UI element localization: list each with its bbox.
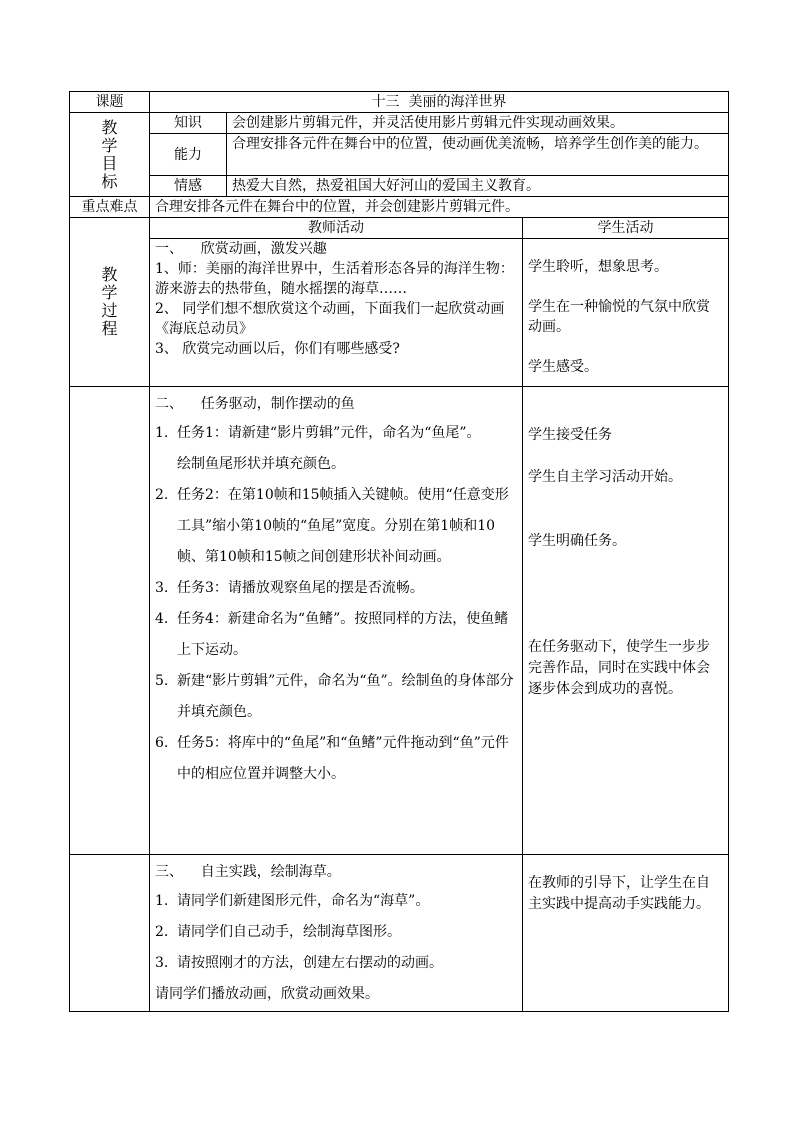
process-label-cell (70, 218, 150, 387)
section-1-student-2: 学生在一种愉悦的气氛中欣赏动画。 (528, 299, 710, 335)
section-1-line-3: 3、 欣赏完动画以后，你们有哪些感受? (155, 341, 400, 357)
section-2-row (70, 387, 729, 855)
goal-text-knowledge: 会创建影片剪辑元件，并灵活使用影片剪辑元件实现动画效果。 (227, 113, 729, 134)
list-item: 2. 请同学们自己动手，绘制海草图形。 (155, 924, 401, 940)
topic-row (70, 92, 729, 113)
section-1-student-3: 学生感受。 (528, 359, 598, 375)
process-label: 教学过程 (101, 265, 118, 338)
section-3-closing: 请同学们播放动画，欣赏动画效果。 (155, 986, 379, 1002)
section-1-teacher (150, 239, 523, 387)
section-3-empty-cell (70, 855, 150, 1012)
section-1-row (70, 239, 729, 387)
section-2-student-4: 在任务驱动下，使学生一步步完善作品，同时在实践中体会逐步体会到成功的喜悦。 (528, 639, 710, 697)
list-item: 1. 任务1：请新建“影片剪辑”元件，命名为“鱼尾”。 (155, 425, 481, 441)
section-3-row (70, 855, 729, 1012)
section-3-heading: 三、 自主实践，绘制海草。 (155, 864, 341, 880)
goal-row-knowledge (70, 113, 729, 134)
section-1-heading: 一、 欣赏动画，激发兴趣 (155, 241, 327, 257)
activity-header-row (70, 218, 729, 239)
list-item: 2. 任务2：在第10帧和15帧插入关键帧。使用“任意变形工具”缩小第10帧的“鱼尾”宽度。分别在第1帧和10帧、第10帧和15帧之间创建形状补间动画。 (155, 487, 509, 565)
list-item: 4. 任务4：新建命名为“鱼鳍”。按照同样的方法，使鱼鳍上下运动。 (155, 611, 509, 658)
keypoints-row (70, 197, 729, 218)
section-1-line-2: 2、 同学们想不想欣赏这个动画，下面我们一起欣赏动画《海底总动员》 (155, 301, 505, 337)
goal-label-emotion: 情感 (150, 176, 227, 197)
section-1-student-1: 学生聆听，想象思考。 (528, 259, 668, 275)
goals-label-cell (70, 113, 150, 197)
section-2-student-2: 学生自主学习活动开始。 (528, 469, 682, 485)
section-2-student-1: 学生接受任务 (528, 427, 612, 443)
section-1-line-1: 1、师：美丽的海洋世界中，生活着形态各异的海洋生物：游来游去的热带鱼，随水摇摆的海草…… (155, 261, 514, 297)
list-item: 绘制鱼尾形状并填充颜色。 (177, 456, 345, 472)
list-item: 6. 任务5：将库中的“鱼尾”和“鱼鳍”元件拖动到“鱼”元件中的相应位置并调整大小。 (155, 735, 509, 782)
goal-label-ability: 能力 (150, 134, 227, 176)
section-2-heading: 二、 任务驱动，制作摆动的鱼 (155, 396, 355, 412)
goals-label: 教学目标 (101, 117, 118, 191)
section-2-student (523, 387, 729, 855)
student-activity-header: 学生活动 (523, 218, 729, 239)
topic-title: 十三 美丽的海洋世界 (150, 92, 729, 113)
section-2-student-3: 学生明确任务。 (528, 533, 626, 549)
goal-text-ability: 合理安排各元件在舞台中的位置，使动画优美流畅，培养学生创作美的能力。 (227, 134, 729, 176)
goal-row-ability (70, 134, 729, 176)
section-1-student (523, 239, 729, 387)
section-3-student-1: 在教师的引导下，让学生在自主实践中提高动手实践能力。 (528, 875, 710, 912)
topic-label: 课题 (70, 92, 150, 113)
list-item: 3. 任务3：请播放观察鱼尾的摆是否流畅。 (155, 580, 424, 596)
section-2-task-list (155, 418, 517, 790)
list-item: 3. 请按照刚才的方法，创建左右摆动的动画。 (155, 955, 443, 971)
list-item: 5. 新建“影片剪辑”元件，命名为“鱼”。绘制鱼的身体部分并填充颜色。 (155, 673, 514, 720)
section-3-teacher (150, 855, 523, 1012)
section-2-teacher (150, 387, 523, 855)
keypoints-label: 重点难点 (70, 197, 150, 218)
teacher-activity-header: 教师活动 (150, 218, 523, 239)
goal-label-knowledge: 知识 (150, 113, 227, 134)
section-3-student (523, 855, 729, 1012)
section-3-task-list (155, 886, 517, 979)
keypoints-text: 合理安排各元件在舞台中的位置，并会创建影片剪辑元件。 (150, 197, 729, 218)
list-item: 1. 请同学们新建图形元件，命名为“海草”。 (155, 893, 430, 909)
goal-text-emotion: 热爱大自然，热爱祖国大好河山的爱国主义教育。 (227, 176, 729, 197)
section-2-empty-cell (70, 387, 150, 855)
lesson-plan-table (69, 91, 729, 1012)
goal-row-emotion (70, 176, 729, 197)
